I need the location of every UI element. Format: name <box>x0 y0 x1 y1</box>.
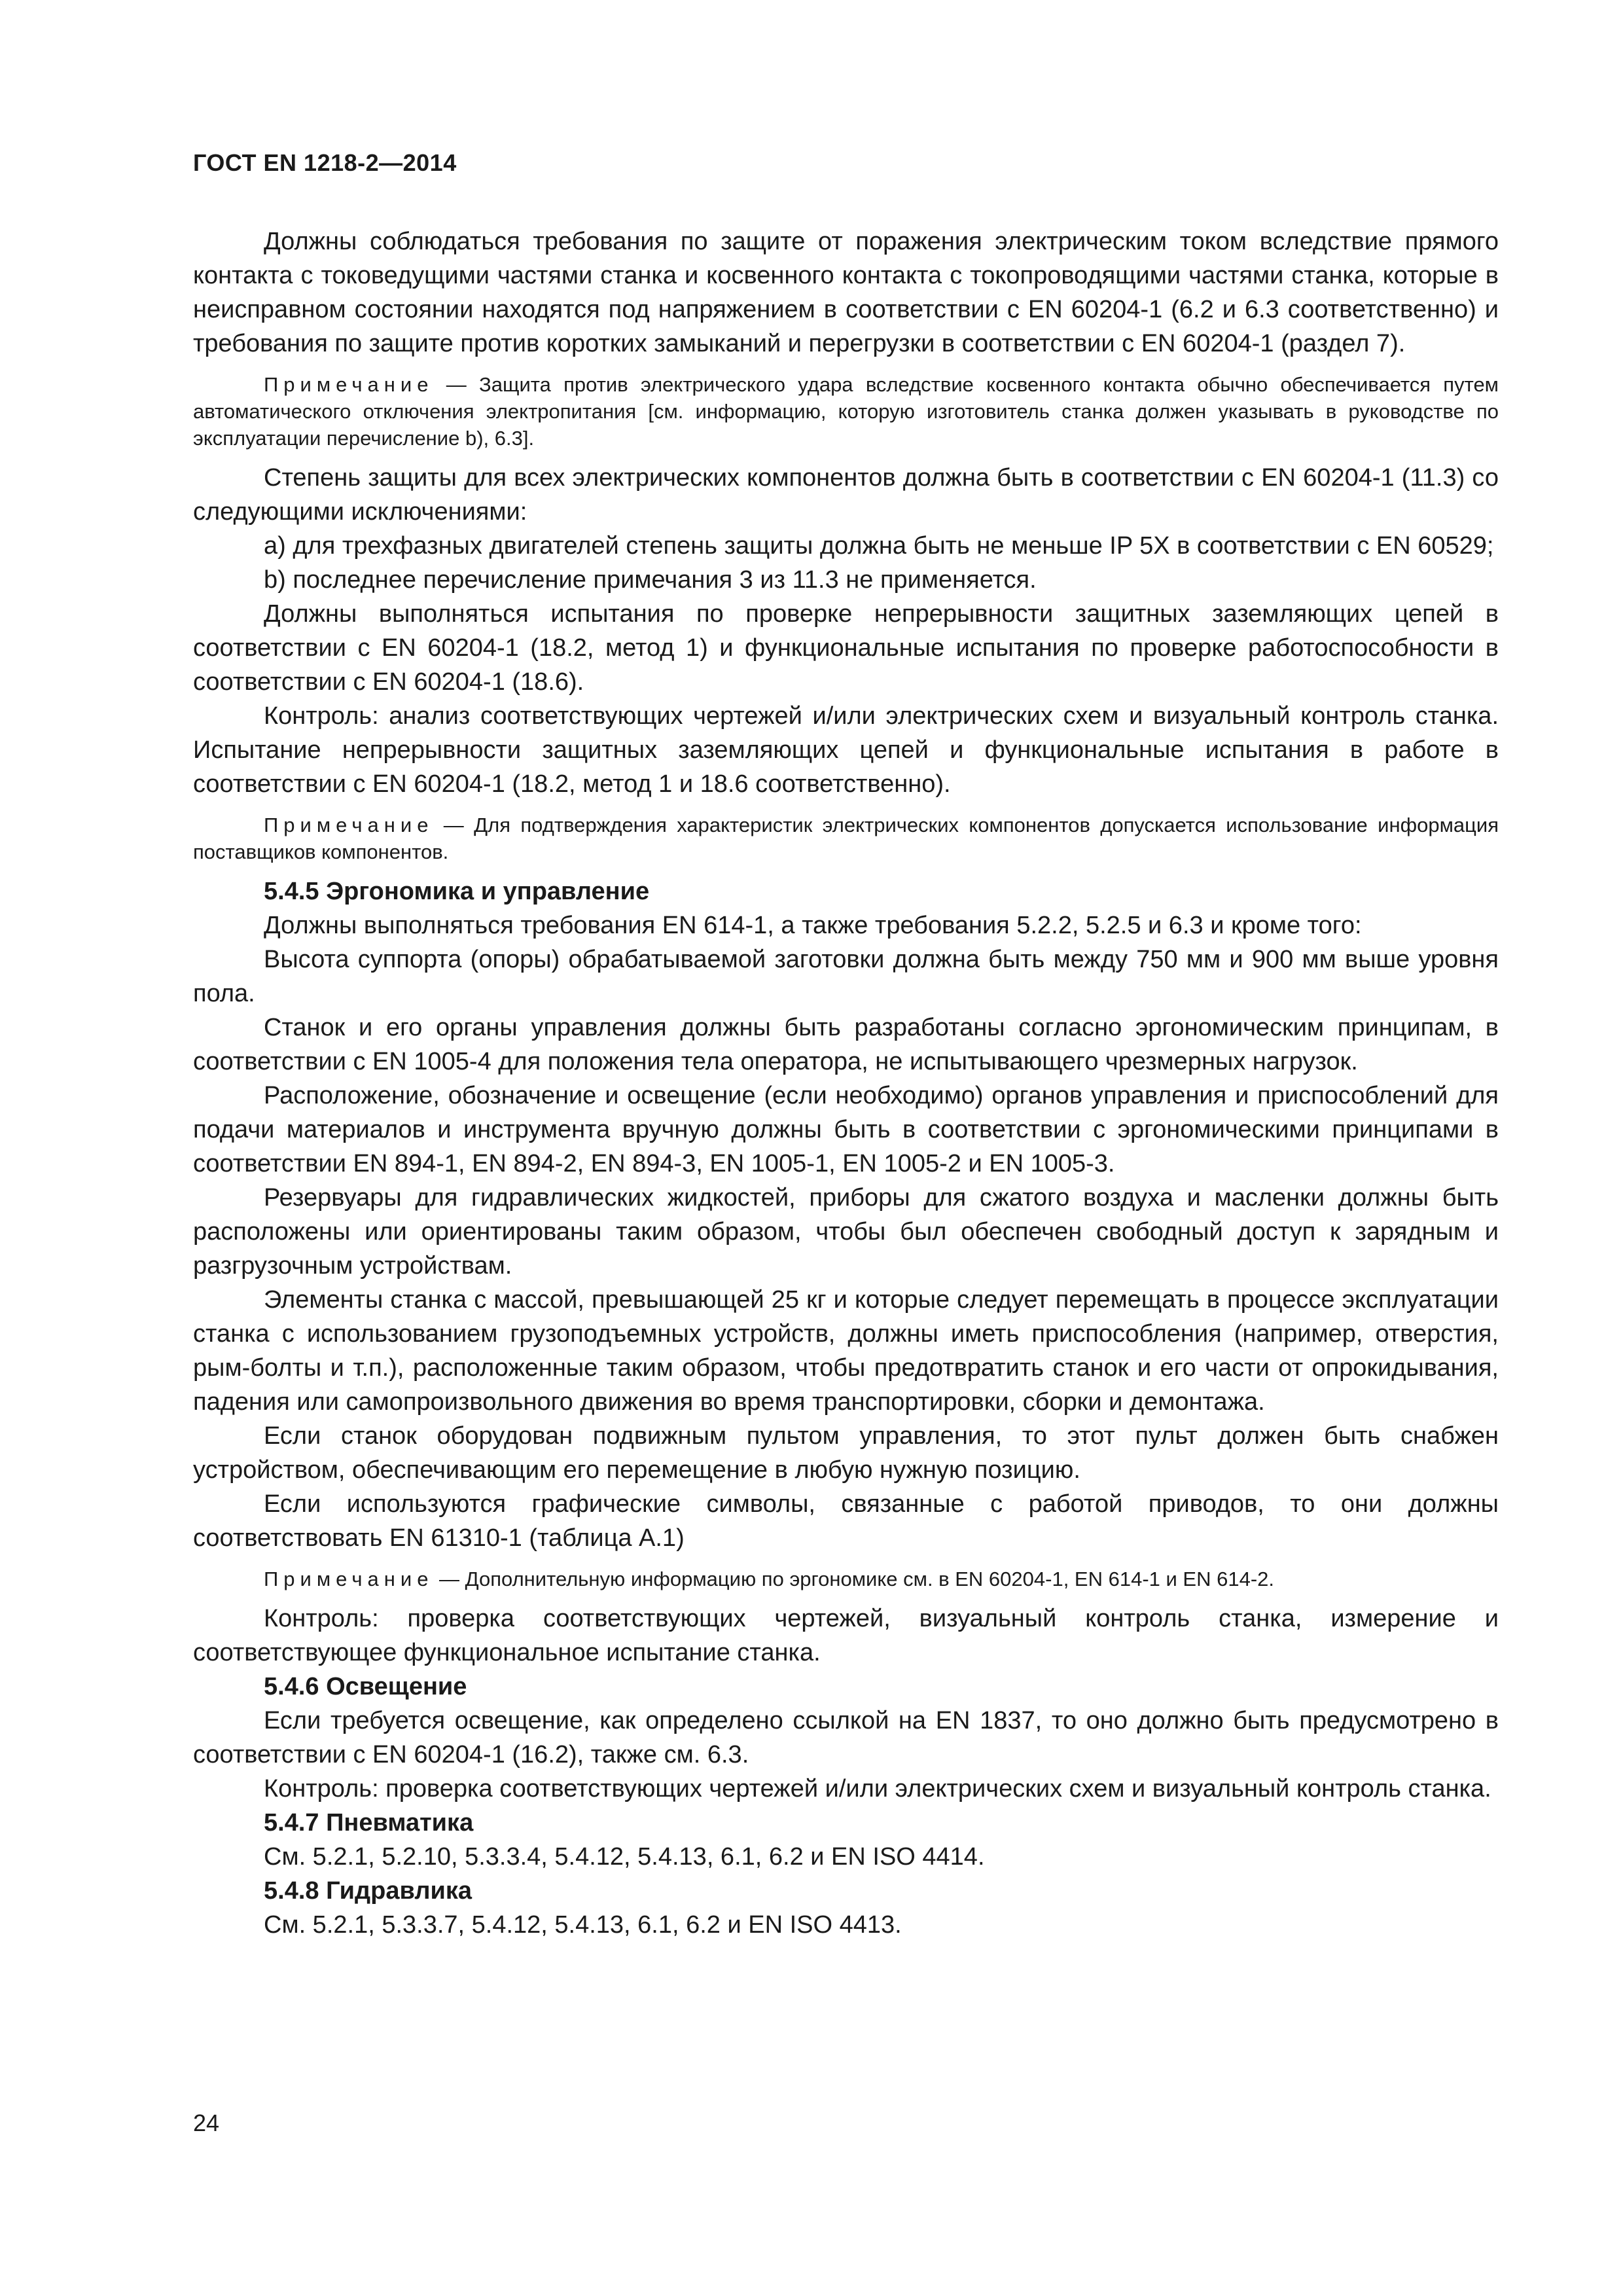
note-label: Примечание <box>264 1568 434 1590</box>
paragraph: Элементы станка с массой, превышающей 25 кг и которые следует перемещать в процессе эксплуатации станка с использованием грузоподъемных устройств, должны иметь приспособления (например, отверстия, рым-болты и т.п.), расположенные таким образом, чтобы предотвратить станок и его части от опрокидывания, падения или самопроизвольного движения во время транспортировки, сборки и демонтажа. <box>193 1286 1499 1416</box>
note-label: Примечание <box>264 373 434 396</box>
document-header: ГОСТ EN 1218-2—2014 <box>193 149 457 176</box>
paragraph: Должны выполняться требования EN 614-1, а также требования 5.2.2, 5.2.5 и 6.3 и кроме того: <box>264 912 1362 939</box>
paragraph: Станок и его органы управления должны быть разработаны согласно эргономическим принципам, в соответствии с EN 1005-4 для положения тела оператора, не испытывающего чрезмерных нагрузок. <box>193 1014 1499 1075</box>
document-body <box>193 224 1499 1942</box>
paragraph: Контроль: проверка соответствующих чертежей, визуальный контроль станка, измерение и соответствующее функциональное испытание станка. <box>193 1605 1499 1666</box>
section-heading: 5.4.8 Гидравлика <box>264 1877 473 1905</box>
list-item: b) последнее перечисление примечания 3 из 11.3 не применяется. <box>264 566 1037 594</box>
paragraph: Если требуется освещение, как определено ссылкой на EN 1837, то оно должно быть предусмотрено в соответствии с EN 60204-1 (16.2), также см. 6.3. <box>193 1707 1499 1768</box>
note <box>193 371 1499 452</box>
paragraph: Степень защиты для всех электрических компонентов должна быть в соответствии с EN 60204-1 (11.3) со следующими исключениями: <box>193 464 1499 526</box>
note <box>193 1566 1499 1592</box>
paragraph: Резервуары для гидравлических жидкостей, приборы для сжатого воздуха и масленки должны быть расположены или ориентированы таким образом, чтобы был обеспечен свободный доступ к зарядным и разгрузочным устройствам. <box>193 1184 1499 1280</box>
note-text: — Защита против электрического удара вследствие косвенного контакта обычно обеспечивается путем автоматического отключения электропитания [см. информацию, которую изготовитель станка должен указывать в руководстве по эксплуатации перечисление b), 6.3]. <box>193 373 1499 450</box>
note-label: Примечание <box>264 814 434 836</box>
note-text: — Для подтверждения характеристик электрических компонентов допускается использование информация поставщиков компонентов. <box>193 814 1499 863</box>
paragraph: Расположение, обозначение и освещение (если необходимо) органов управления и приспособлений для подачи материалов и инструмента вручную должны быть в соответствии с эргономическими принципами в соответствии EN 894-1, EN 894-2, EN 894-3, EN 1005-1, EN 1005-2 и EN 1005-3. <box>193 1082 1499 1177</box>
paragraph: Контроль: проверка соответствующих чертежей и/или электрических схем и визуальный контроль станка. <box>264 1775 1491 1803</box>
page-number: 24 <box>193 2109 220 2136</box>
paragraph: Должны выполняться испытания по проверке непрерывности защитных заземляющих цепей в соответствии с EN 60204-1 (18.2, метод 1) и функциональные испытания по проверке работоспособности в соответствии с EN 60204-1 (18.6). <box>193 600 1499 696</box>
note-text: — Дополнительную информацию по эргономике см. в EN 60204-1, EN 614-1 и EN 614-2. <box>433 1568 1274 1590</box>
paragraph: Контроль: анализ соответствующих чертежей и/или электрических схем и визуальный контроль станка. Испытание непрерывности защитных заземляющих цепей и функциональные испытания в работе в соответствии с EN 60204-1 (18.2, метод 1 и 18.6 соответственно). <box>193 702 1499 798</box>
paragraph: Должны соблюдаться требования по защите от поражения электрическим током вследствие прямого контакта с токоведущими частями станка и косвенного контакта с токопроводящими частями станка, которые в неисправном состоянии находятся под напряжением в соответствии с EN 60204-1 (6.2 и 6.3 соответственно) и требования по защите против коротких замыканий и перегрузки в соответствии с EN 60204-1 (раздел 7). <box>193 228 1499 357</box>
paragraph: См. 5.2.1, 5.2.10, 5.3.3.4, 5.4.12, 5.4.13, 6.1, 6.2 и EN ISO 4414. <box>264 1843 985 1871</box>
paragraph: Если станок оборудован подвижным пультом управления, то этот пульт должен быть снабжен устройством, обеспечивающим его перемещение в любую нужную позицию. <box>193 1422 1499 1484</box>
section-heading: 5.4.7 Пневматика <box>264 1809 474 1837</box>
note <box>193 812 1499 865</box>
paragraph: См. 5.2.1, 5.3.3.7, 5.4.12, 5.4.13, 6.1, 6.2 и EN ISO 4413. <box>264 1911 902 1939</box>
paragraph: Если используются графические символы, связанные с работой приводов, то они должны соответствовать EN 61310-1 (таблица А.1) <box>193 1490 1499 1552</box>
section-heading: 5.4.6 Освещение <box>264 1673 467 1700</box>
paragraph: Высота суппорта (опоры) обрабатываемой заготовки должна быть между 750 мм и 900 мм выше уровня пола. <box>193 946 1499 1007</box>
section-heading: 5.4.5 Эргономика и управление <box>264 878 650 905</box>
list-item: a) для трехфазных двигателей степень защиты должна быть не меньше IP 5X в соответствии с EN 60529; <box>264 532 1494 560</box>
